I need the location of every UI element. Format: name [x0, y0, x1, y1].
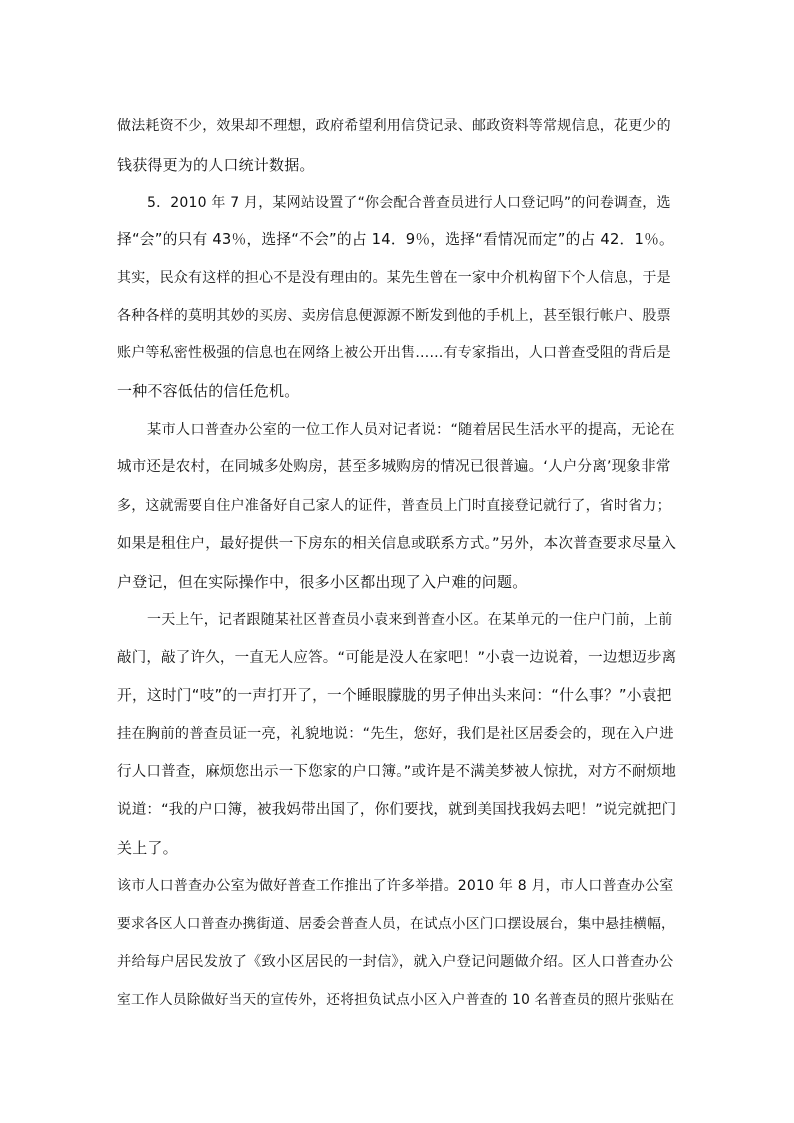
- text-line: 敲门，敲了许久，一直无人应答。“可能是没人在家吧！”小袁一边说着，一边想迈步离: [117, 650, 677, 666]
- text-line: 钱获得更为的人口统计数据。: [117, 156, 315, 174]
- text-line: 如果是租住户，最好提供一下房东的相关信息或联系方式。”另外，本次普查要求尽量入: [117, 536, 677, 552]
- text-line: 做法耗资不少，效果却不理想，政府希望利用信贷记录、邮政资料等常规信息，花更少的: [117, 118, 671, 134]
- text-line: 某市人口普查办公室的一位工作人员对记者说：“随着居民生活水平的提高，无论在: [147, 422, 675, 438]
- text-line: 关上了。: [117, 839, 178, 857]
- text-line: 开，这时门“吱”的一声打开了，一个睡眼朦胧的男子伸出头来问：“什么事？”小袁把: [117, 687, 672, 704]
- text-line: 一天上午，记者跟随某社区普查员小袁来到普查小区。在某单元的一住户门前，上前: [147, 612, 673, 628]
- text-line: 户登记，但在实际操作中，很多小区都出现了入户难的问题。: [117, 573, 528, 591]
- text-line: 其实，民众有这样的担心不是没有理由的。某先生曾在一家中介机构留下个人信息，于是: [117, 270, 671, 286]
- text-line: 该市人口普查办公室为做好普查工作推出了许多举措。2010 年 8 月，市人口普查办公室: [117, 878, 674, 894]
- text-line: 账户等私密性极强的信息也在网络上被公开出售……有专家指出，人口普查受阻的背后是: [117, 345, 671, 361]
- text-line: 择“会”的只有 43％，选择“不会”的占 14．9％，选择“看情况而定”的占 42．1％。: [117, 231, 674, 248]
- text-line: 室工作人员除做好当天的宣传外，还将担负试点小区入户普查的 10 名普查员的照片张贴在: [117, 992, 675, 1008]
- text-line: 要求各区人口普查办携街道、居委会普查人员，在试点小区门口摆设展台，集中悬挂横幅，: [117, 916, 676, 932]
- text-line: 5．2010 年 7 月，某网站设置了“你会配合普查员进行人口登记吗”的问卷调查，选: [147, 195, 671, 211]
- text-line: 说道：“我的户口簿，被我妈带出国了，你们要找，就到美国找我妈去吧！”说完就把门: [117, 802, 677, 818]
- text-line: 各种各样的莫明其妙的买房、卖房信息便源源不断发到他的手机上，甚至银行帐户、股票: [117, 308, 671, 324]
- text-line: 并给每户居民发放了《致小区居民的一封信》，就入户登记问题做介绍。区人口普查办公: [117, 954, 674, 970]
- text-line: 城市还是农村，在同城多处购房，甚至多城购房的情况已很普遍。‘人户分离’现象非常: [117, 459, 671, 475]
- text-line: 行人口普查，麻烦您出示一下您家的户口簿。”或许是不满美梦被人惊扰，对方不耐烦地: [117, 764, 677, 780]
- text-line: 多，这就需要自住户准备好自己家人的证件，普查员上门时直接登记就行了，省时省力；: [117, 498, 671, 514]
- text-line: 一种不容低估的信任危机。: [117, 382, 300, 400]
- text-line: 挂在胸前的普查员证一亮，礼貌地说：“先生，您好，我们是社区居委会的，现在入户进: [117, 726, 674, 742]
